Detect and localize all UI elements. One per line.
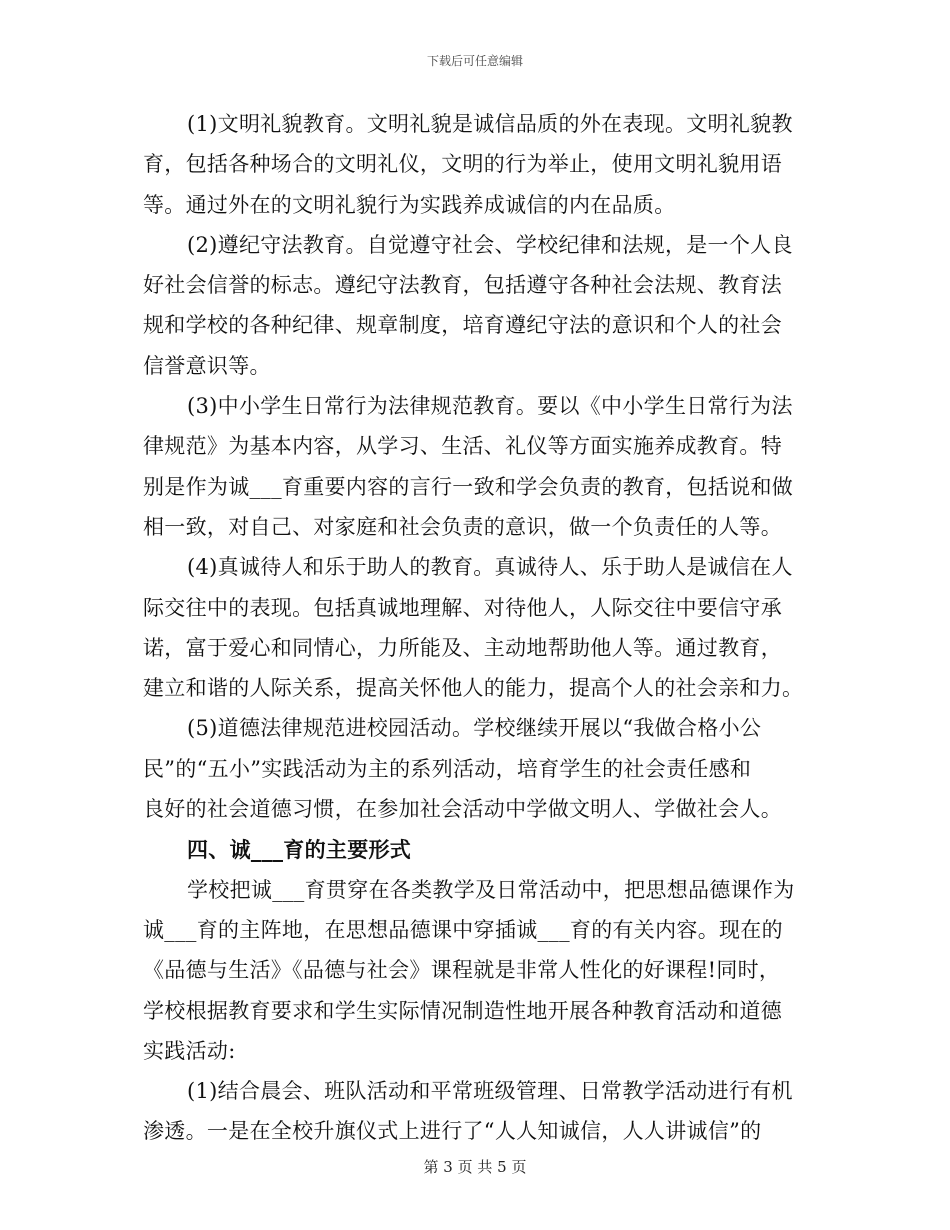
text-line-5: 好社会信誉的标志。遵纪守法教育，包括遵守各种社会法规、教育法	[143, 273, 782, 298]
text-line-22: 《品德与生活》《品德与社会》课程就是非常人性化的好课程!同时，	[143, 958, 781, 983]
text-line-18: 良好的社会道德习惯，在参加社会活动中学做文明人、学做社会人。	[143, 797, 782, 822]
text-line-25: (1)结合晨会、班队活动和平常班级管理、日常教学活动进行有机	[187, 1079, 793, 1104]
text-line-13: 际交往中的表现。包括真诚地理解、对待他人，人际交往中要信守承	[143, 595, 782, 620]
section-heading: 四、诚___育的主要形式	[187, 837, 412, 863]
document-body	[143, 108, 813, 1156]
text-line-4: (2)遵纪守法教育。自觉遵守社会、学校纪律和法规，是一个人良	[187, 232, 793, 257]
text-line-3: 等。通过外在的文明礼貌行为实践养成诚信的内在品质。	[143, 192, 676, 217]
text-line-24: 实践活动:	[143, 1038, 236, 1063]
text-line-6: 规和学校的各种纪律、规章制度，培育遵纪守法的意识和个人的社会	[143, 313, 782, 338]
text-line-23: 学校根据教育要求和学生实际情况制造性地开展各种教育活动和道德	[143, 998, 782, 1023]
text-line-26: 渗透。一是在全校升旗仪式上进行了“人人知诚信，人人讲诚信”的	[143, 1119, 762, 1144]
text-line-9: 律规范》为基本内容，从学习、生活、礼仪等方面实施养成教育。特	[143, 434, 782, 459]
text-line-14: 诺，富于爱心和同情心，力所能及、主动地帮助他人等。通过教育，	[143, 635, 782, 660]
page-header-note: 下载后可任意编辑	[426, 54, 523, 68]
text-line-21: 诚___育的主阵地，在思想品德课中穿插诚___育的有关内容。现在的	[143, 917, 783, 942]
text-line-17: 民”的“五小”实践活动为主的系列活动，培育学生的社会责任感和	[143, 756, 752, 781]
text-line-2: 育，包括各种场合的文明礼仪，文明的行为举止，使用文明礼貌用语	[143, 152, 782, 177]
text-line-12: (4)真诚待人和乐于助人的教育。真诚待人、乐于助人是诚信在人	[187, 555, 793, 580]
text-line-1: (1)文明礼貌教育。文明礼貌是诚信品质的外在表现。文明礼貌教	[187, 112, 793, 136]
text-line-16: (5)道德法律规范进校园活动。学校继续开展以“我做合格小公	[187, 716, 762, 741]
text-line-15: 建立和谐的人际关系，提高关怀他人的能力，提高个人的社会亲和力。	[143, 676, 804, 701]
text-line-7: 信誉意识等。	[143, 353, 271, 378]
text-line-11: 相一致，对自己、对家庭和社会负责的意识，做一个负责任的人等。	[143, 514, 782, 539]
page-number-footer: 第 3 页 共 5 页	[423, 1158, 527, 1176]
text-line-8: (3)中小学生日常行为法律规范教育。要以《中小学生日常行为法	[187, 394, 793, 419]
text-line-10: 别是作为诚___育重要内容的言行一致和学会负责的教育，包括说和做	[143, 474, 794, 499]
text-line-20: 学校把诚___育贯穿在各类教学及日常活动中，把思想品德课作为	[187, 877, 795, 902]
